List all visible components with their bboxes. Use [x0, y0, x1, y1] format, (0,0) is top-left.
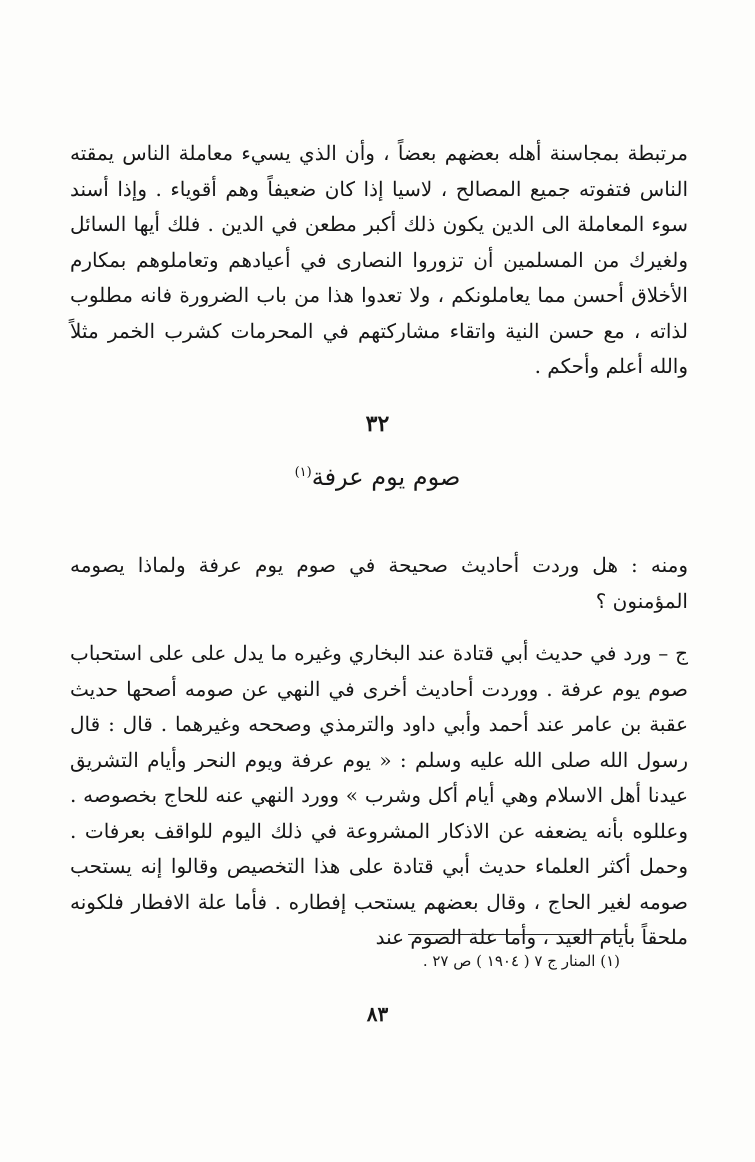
section-title-text: صوم يوم عرفة: [311, 463, 461, 491]
section-title: [0, 463, 755, 491]
question-paragraph: ومنه : هل وردت أحاديث صحيحة في صوم يوم عرفة ولماذا يصومه المؤمنون ؟: [70, 553, 688, 613]
answer-paragraph: ج – ورد في حديث أبي قتادة عند البخاري وغيره ما يدل على على استحباب صوم يوم عرفة . ووردت أحاديث أخرى في النهي عن صومه أصحها حديث عقبة بن عامر عند أحمد وأبي داود والترمذي وصححه وغيرهما . قال : قال رسول الله صلى الله عليه وسلم : « يوم عرفة ويوم النحر وأيام التشريق عيدنا أهل الاسلام وهي أيام أكل وشرب » وورد النهي عنه للحاج بخصوصه . وعللوه بأنه يضعفه عن الاذكار المشروعة في ذلك اليوم للواقف بعرفات . وحمل أكثر العلماء حديث أبي قتادة على هذا التخصيص وقالوا إنه يستحب صومه لغير الحاج ، وقال بعضهم يستحب إفطاره . فأما علة الافطار فلكونه ملحقاً بأيام العيد ، وأما علة الصوم عند: [70, 641, 688, 949]
title-footnote-marker: (١): [294, 465, 312, 480]
page-number: ٨٣: [366, 1002, 389, 1026]
paragraph-continuation: مرتبطة بمجاسنة أهله بعضهم بعضاً ، وأن الذي يسيء معاملة الناس يمقته الناس فتفوته جميع المصالح ، لاسيا إذا كان ضعيفاً وهم أقوياء . وإذا أسند سوء المعاملة الى الدين يكون ذلك أكبر مطعن في الدين . فلك أيها السائل ولغيرك من المسلمين أن تزوروا النصارى في أعيادهم وتعاملوهم بمكارم الأخلاق أحسن مما يعاملونكم ، ولا تعدوا هذا من باب الضرورة فانه مطلوب لذاته ، مع حسن النية واتقاء مشاركتهم في المحرمات كشرب الخمر مثلاً والله أعلم وأحكم .: [70, 141, 688, 378]
section-number: ٣٢: [365, 411, 390, 437]
footnote-divider: [408, 934, 626, 935]
footnote: (١) المنار ج ٧ ( ١٩٠٤ ) ص ٢٧ .: [422, 952, 620, 970]
